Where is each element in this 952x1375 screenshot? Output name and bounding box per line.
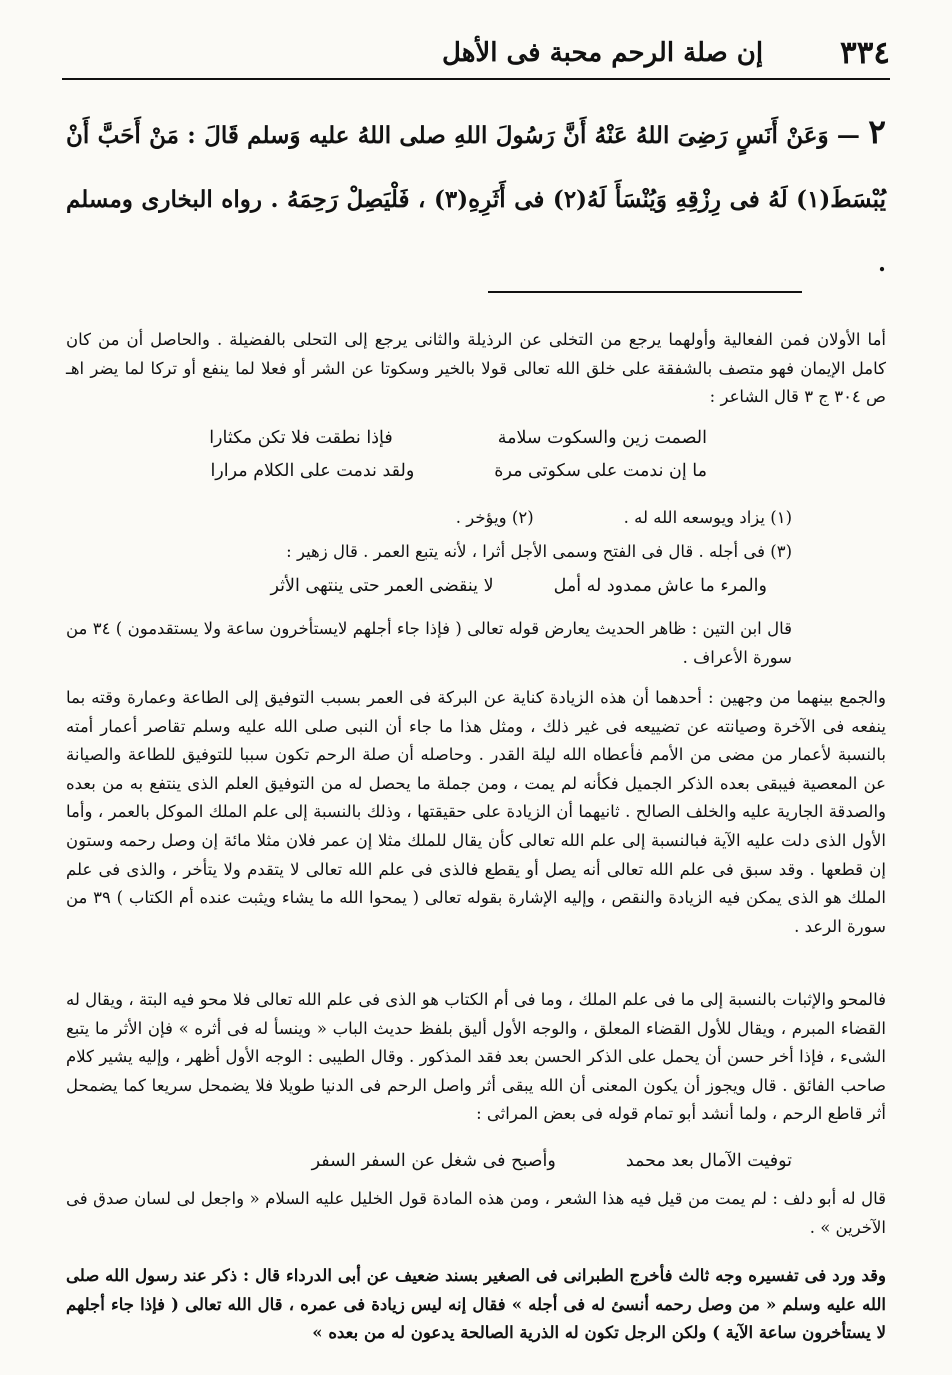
commentary-intro: أما الأولان فمن الفعالية وأولهما يرجع من التخلى عن الرذيلة والثانى يرجع إلى التحلى بالفضيلة . والحاصل أن من كان كامل الإيمان فهو متصف بالشفقة على خلق الله تعالى قولا بالخير وسكوتا عن الشر أو فعلا لما ينفع أو تركا لما يضر اهـ ص ٣٠٤ ج ٣ قال الشاعر :	[66, 330, 886, 407]
hadith-number: ٢	[868, 112, 887, 151]
footnote-1: (١) يزاد ويوسعه الله له .	[623, 508, 792, 527]
paragraph-2: والجمع بينهما من وجهين : أحدهما أن هذه الزيادة كناية عن البركة فى العمر بسبب التوفيق إلى الطاعة وعمارة وقته بما ينفعه فى الآخرة وصيانته عن تضييعه فى غير ذلك ، ومثل هذا ما جاء أن النبى صلى الله عليه وسلم تقاصر أعمار أمته بالنسبة لأعمار من مضى من الأمم فأعطاه الله ليلة القدر . وحاصله أن صلة الرحم تكون سببا للتوفيق للطاعة والصيانة عن المعصية فيبقى بعده الذكر الجميل فكأنه لم يمت ، ومن جملة ما يحصل له من التوفيق العلم الذى ينتفع به من بعده والصدقة الجارية عليه والخلف الصالح . ثانيهما أن الزيادة على حقيقتها ، وذلك بالنسبة إلى علم الملك الموكل بالعمر ، وأما الأول الذى دلت عليه الآية فبالنسبة إلى علم الله تعالى كأن يقال للملك مثلا إن عمر فلان مثلا مائة إن وصل رحمه وستون إن قطعها . وقد سبق فى علم الله تعالى أنه يصل أو يقطع فالذى فى علم الله تعالى لا يتقدم ولا يتأخر ، والذى فى علم الملك هو الذى يمكن فيه الزيادة والنقص ، وإليه الإشارة بقوله تعالى ( يمحوا الله ما يشاء ويثبت عنده أم الكتاب ) ٣٩ من سورة الرعد .	[66, 688, 886, 936]
footnotes-1-2	[66, 508, 792, 527]
poem-line-1	[209, 428, 707, 448]
poem-hemistich: فإذا نطقت فلا تكن مكثارا	[209, 428, 393, 448]
poem-hemistich: توفيت الآمال بعد محمد	[625, 1151, 792, 1171]
poem-line-2	[210, 461, 707, 481]
poem-hemistich: ولقد ندمت على الكلام مرارا	[210, 461, 415, 481]
separator-line	[488, 291, 802, 293]
footnote-3: (٣) فى أجله . قال فى الفتح وسمى الأجل أثرا ، لأنه يتبع العمر . قال زهير :	[286, 542, 792, 561]
paragraph-4: قال له أبو دلف : لم يمت من قيل فيه هذا الشعر ، ومن هذه المادة قول الخليل عليه السلام « واجعل لى لسان صدق فى الآخرين » .	[66, 1189, 886, 1237]
page-number: ٣٣٤	[840, 35, 890, 71]
poem-hemistich: وأصبح فى شغل عن السفر السفر	[311, 1151, 556, 1171]
paragraph-3: فالمحو والإثبات بالنسبة إلى ما فى علم الملك ، وما فى أم الكتاب هو الذى فى علم الله تعالى فلا محو فيه البتة ، ويقال له القضاء المبرم ، ويقال للأول القضاء المعلق ، والوجه الأول أليق بلفظ حديث الباب « وينسأ له فى أثره » فإن الأثر ما يتبع الشىء ، فإذا أخر حسن أن يحمل على الذكر الحسن بعد فقد المذكور . وقال الطيبى : الوجه الأول أظهر ، وإليه يشير كلام صاحب الفائق . قال ويجوز أن يكون المعنى أن الله يبقى أثر واصل الرحم فى الدنيا طويلا فلا يضمحل سريعا كما يضمحل أثر قاطع الرحم ، ولما أنشد أبو تمام قوله فى بعض المراثى :	[66, 990, 886, 1124]
poem-abu-tammam	[312, 1151, 792, 1171]
footnote-2: (٢) ويؤخر .	[455, 508, 534, 527]
running-title: إن صلة الرحم محبة فى الأهل	[442, 38, 764, 68]
paragraph-5: وقد ورد فى تفسيره وجه ثالث فأخرج الطبرانى فى الصغير بسند ضعيف عن أبى الدرداء قال : ذكر عند رسول الله صلى الله عليه وسلم « من وصل رحمه أنسئ له فى أجله » فقال إنه ليس زيادة فى عمره ، قال الله تعالى ( فإذا جاء أجلهم لا يستأخرون ساعة الآية ) ولكن الرجل تكون له الذرية الصالحة يدعون له من بعده »	[66, 1266, 886, 1343]
hadith-body: — وَعَنْ أَنَسٍ رَضِىَ اللهُ عَنْهُ أَنَّ رَسُولَ اللهِ صلى اللهُ عليه وَسلم قَالَ : مَنْ أَحَبَّ أَنْ يُبْسَطَ(١) لَهُ فى رِزْقِهِ وَيُنْسَأَ لَهُ(٢) فى أَثَرِهِ(٣) ، فَلْيَصِلْ رَحِمَهُ . رواه البخارى ومسلم .	[66, 122, 886, 277]
poem-zuhair	[270, 576, 767, 596]
footnote-3-cont: قال ابن التين : ظاهر الحديث يعارض قوله تعالى ( فإذا جاء أجلهم لايستأخرون ساعة ولا يستقدمون ) ٣٤ من سورة الأعراف .	[66, 619, 792, 667]
poem-hemistich: الصمت زين والسكوت سلامة	[497, 428, 707, 448]
poem-hemistich: والمرء ما عاش ممدود له أمل	[553, 576, 767, 596]
poem-hemistich: لا ينقضى العمر حتى ينتهى الأثر	[270, 576, 494, 596]
hadith-text	[66, 100, 886, 296]
poem-hemistich: ما إن ندمت على سكوتى مرة	[494, 461, 707, 481]
page-header	[62, 28, 890, 80]
